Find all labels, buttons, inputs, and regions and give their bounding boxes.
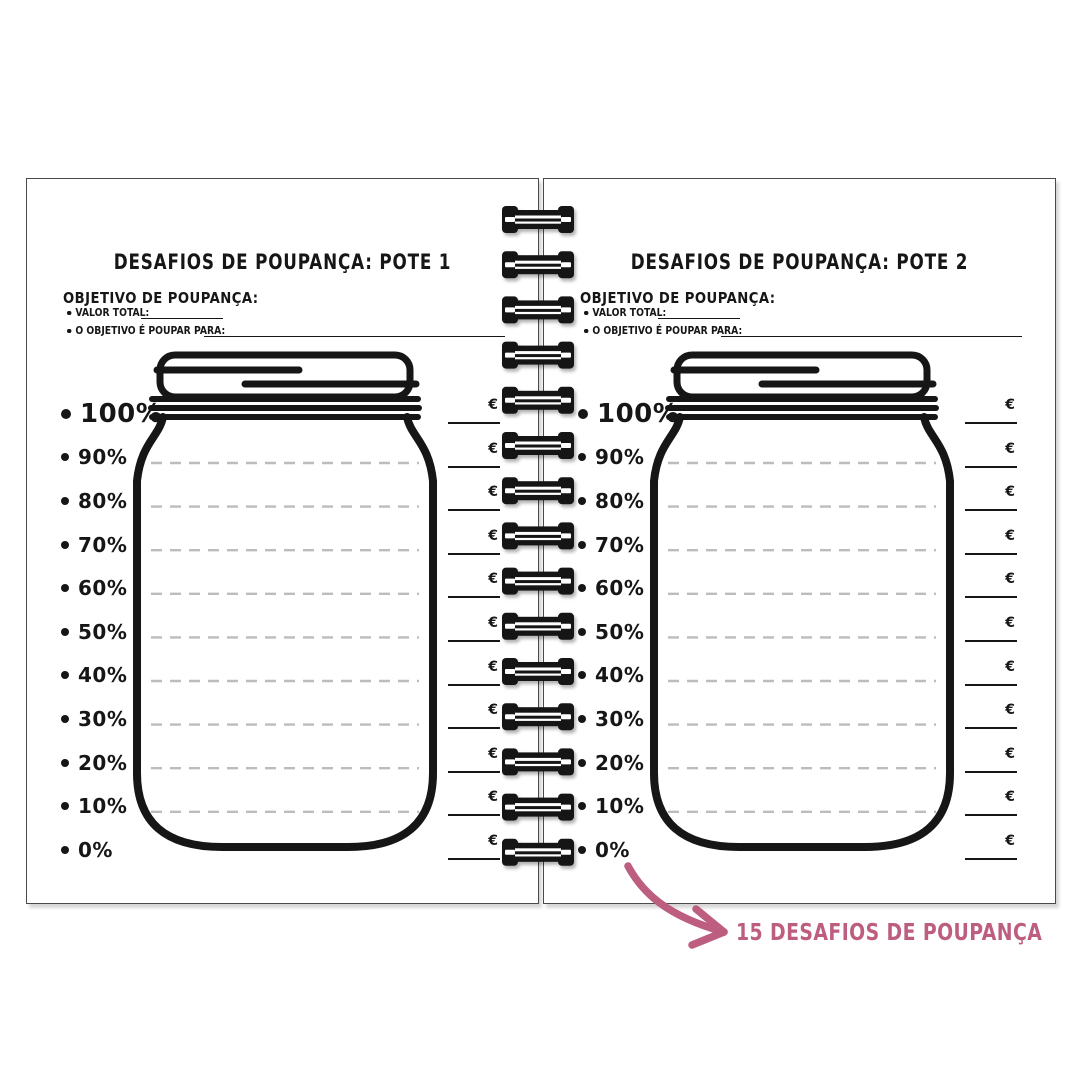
amount-row (962, 566, 1018, 610)
euro-symbol: € (1005, 658, 1015, 675)
amount-row (962, 741, 1018, 785)
bullet-dot-icon (584, 329, 588, 334)
jar-body-outline (654, 417, 950, 847)
euro-symbol: € (1005, 440, 1015, 457)
percent-row (578, 523, 679, 567)
bullet-dot-icon (61, 671, 69, 679)
amount-row (962, 654, 1018, 698)
bullet-dot-icon (61, 409, 71, 419)
amount-blank-line (965, 727, 1017, 729)
percent-label: 50% (595, 619, 645, 644)
euro-symbol: € (488, 745, 498, 762)
bullet-dot-icon (61, 846, 69, 854)
amount-blank-line (965, 422, 1017, 424)
amount-blank-line (448, 858, 500, 860)
euro-symbol: € (1005, 745, 1015, 762)
euro-symbol: € (1005, 832, 1015, 849)
amount-column (445, 392, 501, 872)
bullet-dot-icon (578, 541, 586, 549)
euro-symbol: € (488, 658, 498, 675)
page-pote-2 (543, 178, 1056, 904)
percent-row (61, 784, 162, 828)
amount-row (445, 479, 501, 523)
percent-row (578, 392, 679, 436)
amount-row (445, 566, 501, 610)
bullet-dot-icon (61, 715, 69, 723)
objective-item-label: O OBJETIVO É POUPAR PARA: (592, 325, 743, 337)
jar-fill-level-dashed-lines (668, 463, 936, 812)
bullet-dot-icon (578, 846, 586, 854)
percent-row (61, 436, 162, 480)
euro-symbol: € (488, 484, 498, 501)
euro-symbol: € (488, 397, 498, 413)
amount-blank-line (448, 553, 500, 555)
amount-row (962, 479, 1018, 523)
amount-row (445, 784, 501, 828)
percent-label: 60% (78, 576, 128, 601)
bullet-dot-icon (67, 311, 71, 316)
percent-label: 30% (78, 706, 128, 731)
euro-symbol: € (488, 440, 498, 457)
amount-row (445, 523, 501, 567)
amount-blank-line (965, 684, 1017, 686)
objective-item-label: O OBJETIVO É POUPAR PARA: (75, 325, 226, 337)
bullet-dot-icon (578, 409, 588, 419)
jar-fill-level-dashed-lines (151, 463, 419, 812)
amount-blank-line (448, 640, 500, 642)
percent-label: 90% (78, 445, 128, 470)
bullet-dot-icon (578, 584, 586, 592)
amount-blank-line (448, 596, 500, 598)
percent-row (578, 741, 679, 785)
amount-row (445, 741, 501, 785)
amount-blank-line (965, 509, 1017, 511)
bullet-dot-icon (584, 311, 588, 316)
amount-blank-line (448, 814, 500, 816)
percent-scale-column (578, 392, 679, 872)
amount-row (962, 697, 1018, 741)
objective-heading: OBJETIVO DE POUPANÇA: (580, 289, 776, 307)
amount-blank-line (448, 727, 500, 729)
percent-row (61, 654, 162, 698)
euro-symbol: € (1005, 397, 1015, 413)
percent-row (61, 566, 162, 610)
amount-blank-line (965, 466, 1017, 468)
amount-row (445, 436, 501, 480)
bullet-dot-icon (61, 628, 69, 636)
objective-item-valor-total (584, 307, 666, 319)
euro-symbol: € (488, 702, 498, 719)
euro-symbol: € (488, 571, 498, 588)
amount-row (445, 697, 501, 741)
amount-row (445, 654, 501, 698)
bullet-dot-icon (61, 497, 69, 505)
jar-lid (160, 355, 410, 397)
bullet-dot-icon (578, 628, 586, 636)
bullet-dot-icon (578, 453, 586, 461)
percent-label: 60% (595, 576, 645, 601)
mason-jar-illustration (644, 349, 960, 855)
euro-symbol: € (488, 614, 498, 631)
jar-lid (677, 355, 927, 397)
bullet-dot-icon (61, 453, 69, 461)
euro-symbol: € (488, 832, 498, 849)
percent-row (61, 523, 162, 567)
amount-blank-line (965, 814, 1017, 816)
percent-scale-column (61, 392, 162, 872)
bullet-dot-icon (578, 715, 586, 723)
valor-total-blank-line (658, 318, 740, 319)
bullet-dot-icon (61, 584, 69, 592)
percent-label: 30% (595, 706, 645, 731)
poupar-para-blank-line (204, 336, 505, 337)
euro-symbol: € (1005, 527, 1015, 544)
euro-symbol: € (488, 527, 498, 544)
percent-row (578, 654, 679, 698)
amount-blank-line (965, 858, 1017, 860)
objective-item-poupar-para (584, 325, 742, 337)
objective-item-poupar-para (67, 325, 225, 337)
percent-row (578, 784, 679, 828)
amount-blank-line (448, 684, 500, 686)
percent-label: 0% (595, 837, 630, 862)
poupar-para-blank-line (721, 336, 1022, 337)
objective-item-label: VALOR TOTAL: (75, 307, 150, 319)
bullet-dot-icon (578, 759, 586, 767)
percent-label: 90% (595, 445, 645, 470)
objective-item-valor-total (67, 307, 149, 319)
amount-row (445, 828, 501, 872)
amount-blank-line (965, 771, 1017, 773)
amount-blank-line (448, 509, 500, 511)
percent-label: 10% (595, 794, 645, 819)
page-pote-1 (26, 178, 539, 904)
objective-item-label: VALOR TOTAL: (592, 307, 667, 319)
euro-symbol: € (1005, 702, 1015, 719)
amount-row (962, 784, 1018, 828)
percent-label: 40% (595, 663, 645, 688)
percent-row (578, 436, 679, 480)
page-title: DESAFIOS DE POUPANÇA: POTE 1 (113, 250, 452, 275)
annotation-label: 15 DESAFIOS DE POUPANÇA (736, 920, 1043, 946)
amount-column (962, 392, 1018, 872)
percent-row (578, 697, 679, 741)
amount-row (962, 610, 1018, 654)
euro-symbol: € (488, 789, 498, 806)
bullet-dot-icon (578, 497, 586, 505)
percent-row (578, 479, 679, 523)
percent-label: 70% (595, 532, 645, 557)
percent-label: 0% (78, 837, 113, 862)
jar-body-outline (137, 417, 433, 847)
percent-row (578, 610, 679, 654)
euro-symbol: € (1005, 614, 1015, 631)
percent-label: 100% (597, 398, 680, 429)
objective-heading: OBJETIVO DE POUPANÇA: (63, 289, 259, 307)
percent-row (61, 741, 162, 785)
percent-label: 80% (78, 488, 128, 513)
amount-row (962, 523, 1018, 567)
percent-label: 20% (595, 750, 645, 775)
bullet-dot-icon (578, 802, 586, 810)
bullet-dot-icon (61, 541, 69, 549)
percent-row (578, 566, 679, 610)
bullet-dot-icon (67, 329, 71, 334)
euro-symbol: € (1005, 571, 1015, 588)
amount-row (962, 436, 1018, 480)
percent-label: 50% (78, 619, 128, 644)
percent-row (61, 479, 162, 523)
percent-row (61, 697, 162, 741)
percent-row (61, 610, 162, 654)
percent-label: 70% (78, 532, 128, 557)
amount-blank-line (448, 466, 500, 468)
percent-label: 100% (80, 398, 163, 429)
mason-jar-illustration (127, 349, 443, 855)
amount-blank-line (965, 640, 1017, 642)
bullet-dot-icon (578, 671, 586, 679)
curved-arrow-icon (612, 858, 752, 958)
page-title: DESAFIOS DE POUPANÇA: POTE 2 (630, 250, 969, 275)
percent-label: 80% (595, 488, 645, 513)
euro-symbol: € (1005, 484, 1015, 501)
bullet-dot-icon (61, 802, 69, 810)
euro-symbol: € (1005, 789, 1015, 806)
amount-blank-line (448, 771, 500, 773)
amount-row (962, 392, 1018, 436)
amount-row (962, 828, 1018, 872)
amount-blank-line (965, 596, 1017, 598)
percent-label: 10% (78, 794, 128, 819)
valor-total-blank-line (141, 318, 223, 319)
percent-label: 40% (78, 663, 128, 688)
percent-row (61, 828, 162, 872)
amount-blank-line (965, 553, 1017, 555)
amount-row (445, 392, 501, 436)
percent-row (61, 392, 162, 436)
percent-label: 20% (78, 750, 128, 775)
spiral-binding (498, 200, 578, 880)
bullet-dot-icon (61, 759, 69, 767)
amount-row (445, 610, 501, 654)
amount-blank-line (448, 422, 500, 424)
